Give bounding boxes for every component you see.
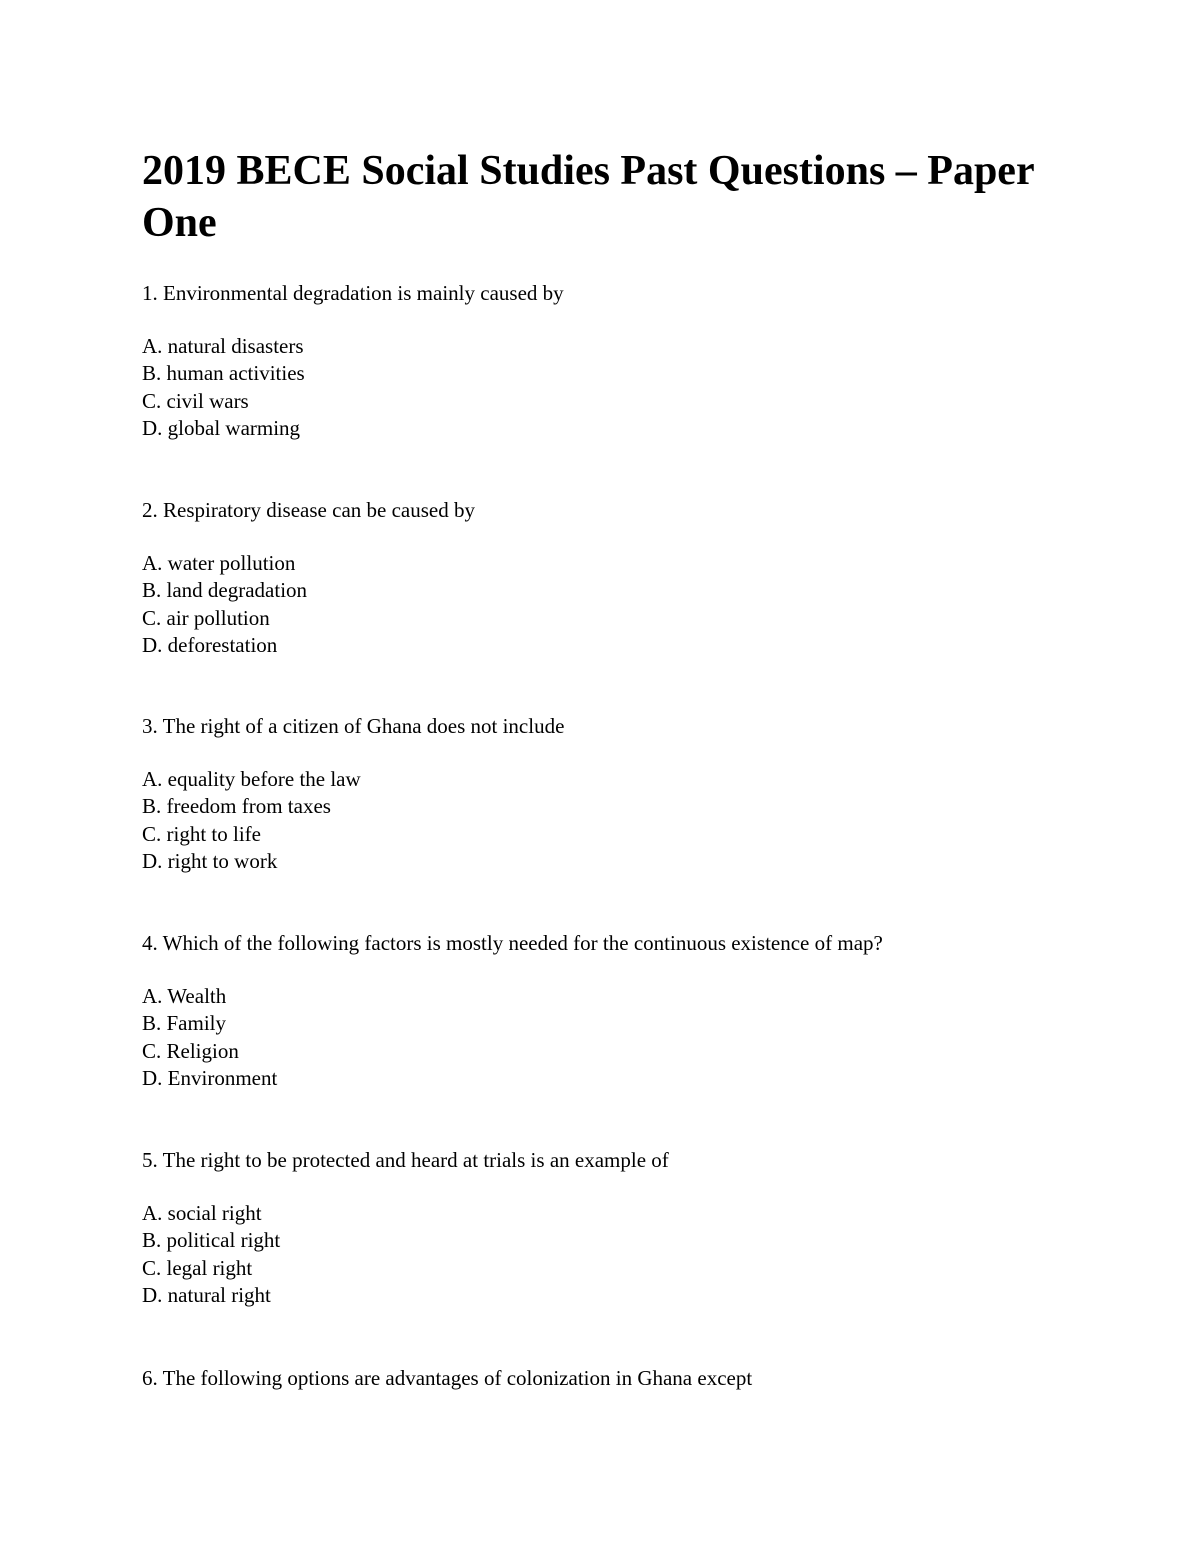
question-4 (142, 929, 1102, 1092)
option-d: D. global warming (142, 415, 301, 440)
option-c: C. Religion (142, 1038, 239, 1063)
option-b: B. land degradation (142, 578, 308, 603)
question-1 (142, 279, 1102, 442)
option-list (142, 766, 1102, 875)
option-b: B. political right (142, 1228, 281, 1253)
option-a: A. natural disasters (142, 334, 304, 358)
question-3 (142, 712, 1102, 875)
option-list (142, 1200, 1102, 1309)
option-d: D. Environment (142, 1065, 278, 1090)
option-a: A. Wealth (142, 984, 227, 1008)
option-c: C. civil wars (142, 388, 249, 413)
option-c: C. legal right (142, 1255, 253, 1280)
option-c: C. right to life (142, 821, 261, 846)
question-6 (142, 1364, 1102, 1392)
option-b: B. human activities (142, 361, 305, 386)
question-text: 5. The right to be protected and heard at trials is an example of (142, 1148, 669, 1172)
option-a: A. social right (142, 1201, 262, 1225)
option-list (142, 333, 1102, 442)
option-a: A. equality before the law (142, 767, 361, 791)
option-b: B. Family (142, 1011, 227, 1036)
option-a: A. water pollution (142, 551, 296, 575)
question-5 (142, 1146, 1102, 1309)
question-text: 6. The following options are advantages of colonization in Ghana except (142, 1366, 753, 1390)
question-text: 3. The right of a citizen of Ghana does not include (142, 714, 565, 738)
option-d: D. right to work (142, 848, 278, 873)
option-list (142, 550, 1102, 659)
option-c: C. air pollution (142, 605, 270, 630)
page-title: 2019 BECE Social Studies Past Questions – Paper One (142, 148, 1034, 246)
question-text: 2. Respiratory disease can be caused by (142, 498, 475, 522)
question-text: 1. Environmental degradation is mainly caused by (142, 281, 564, 305)
option-d: D. natural right (142, 1282, 271, 1307)
option-list (142, 983, 1102, 1092)
question-text: 4. Which of the following factors is mostly needed for the continuous existence of map? (142, 931, 883, 955)
question-2 (142, 496, 1102, 659)
option-d: D. deforestation (142, 632, 278, 657)
option-b: B. freedom from taxes (142, 794, 331, 819)
